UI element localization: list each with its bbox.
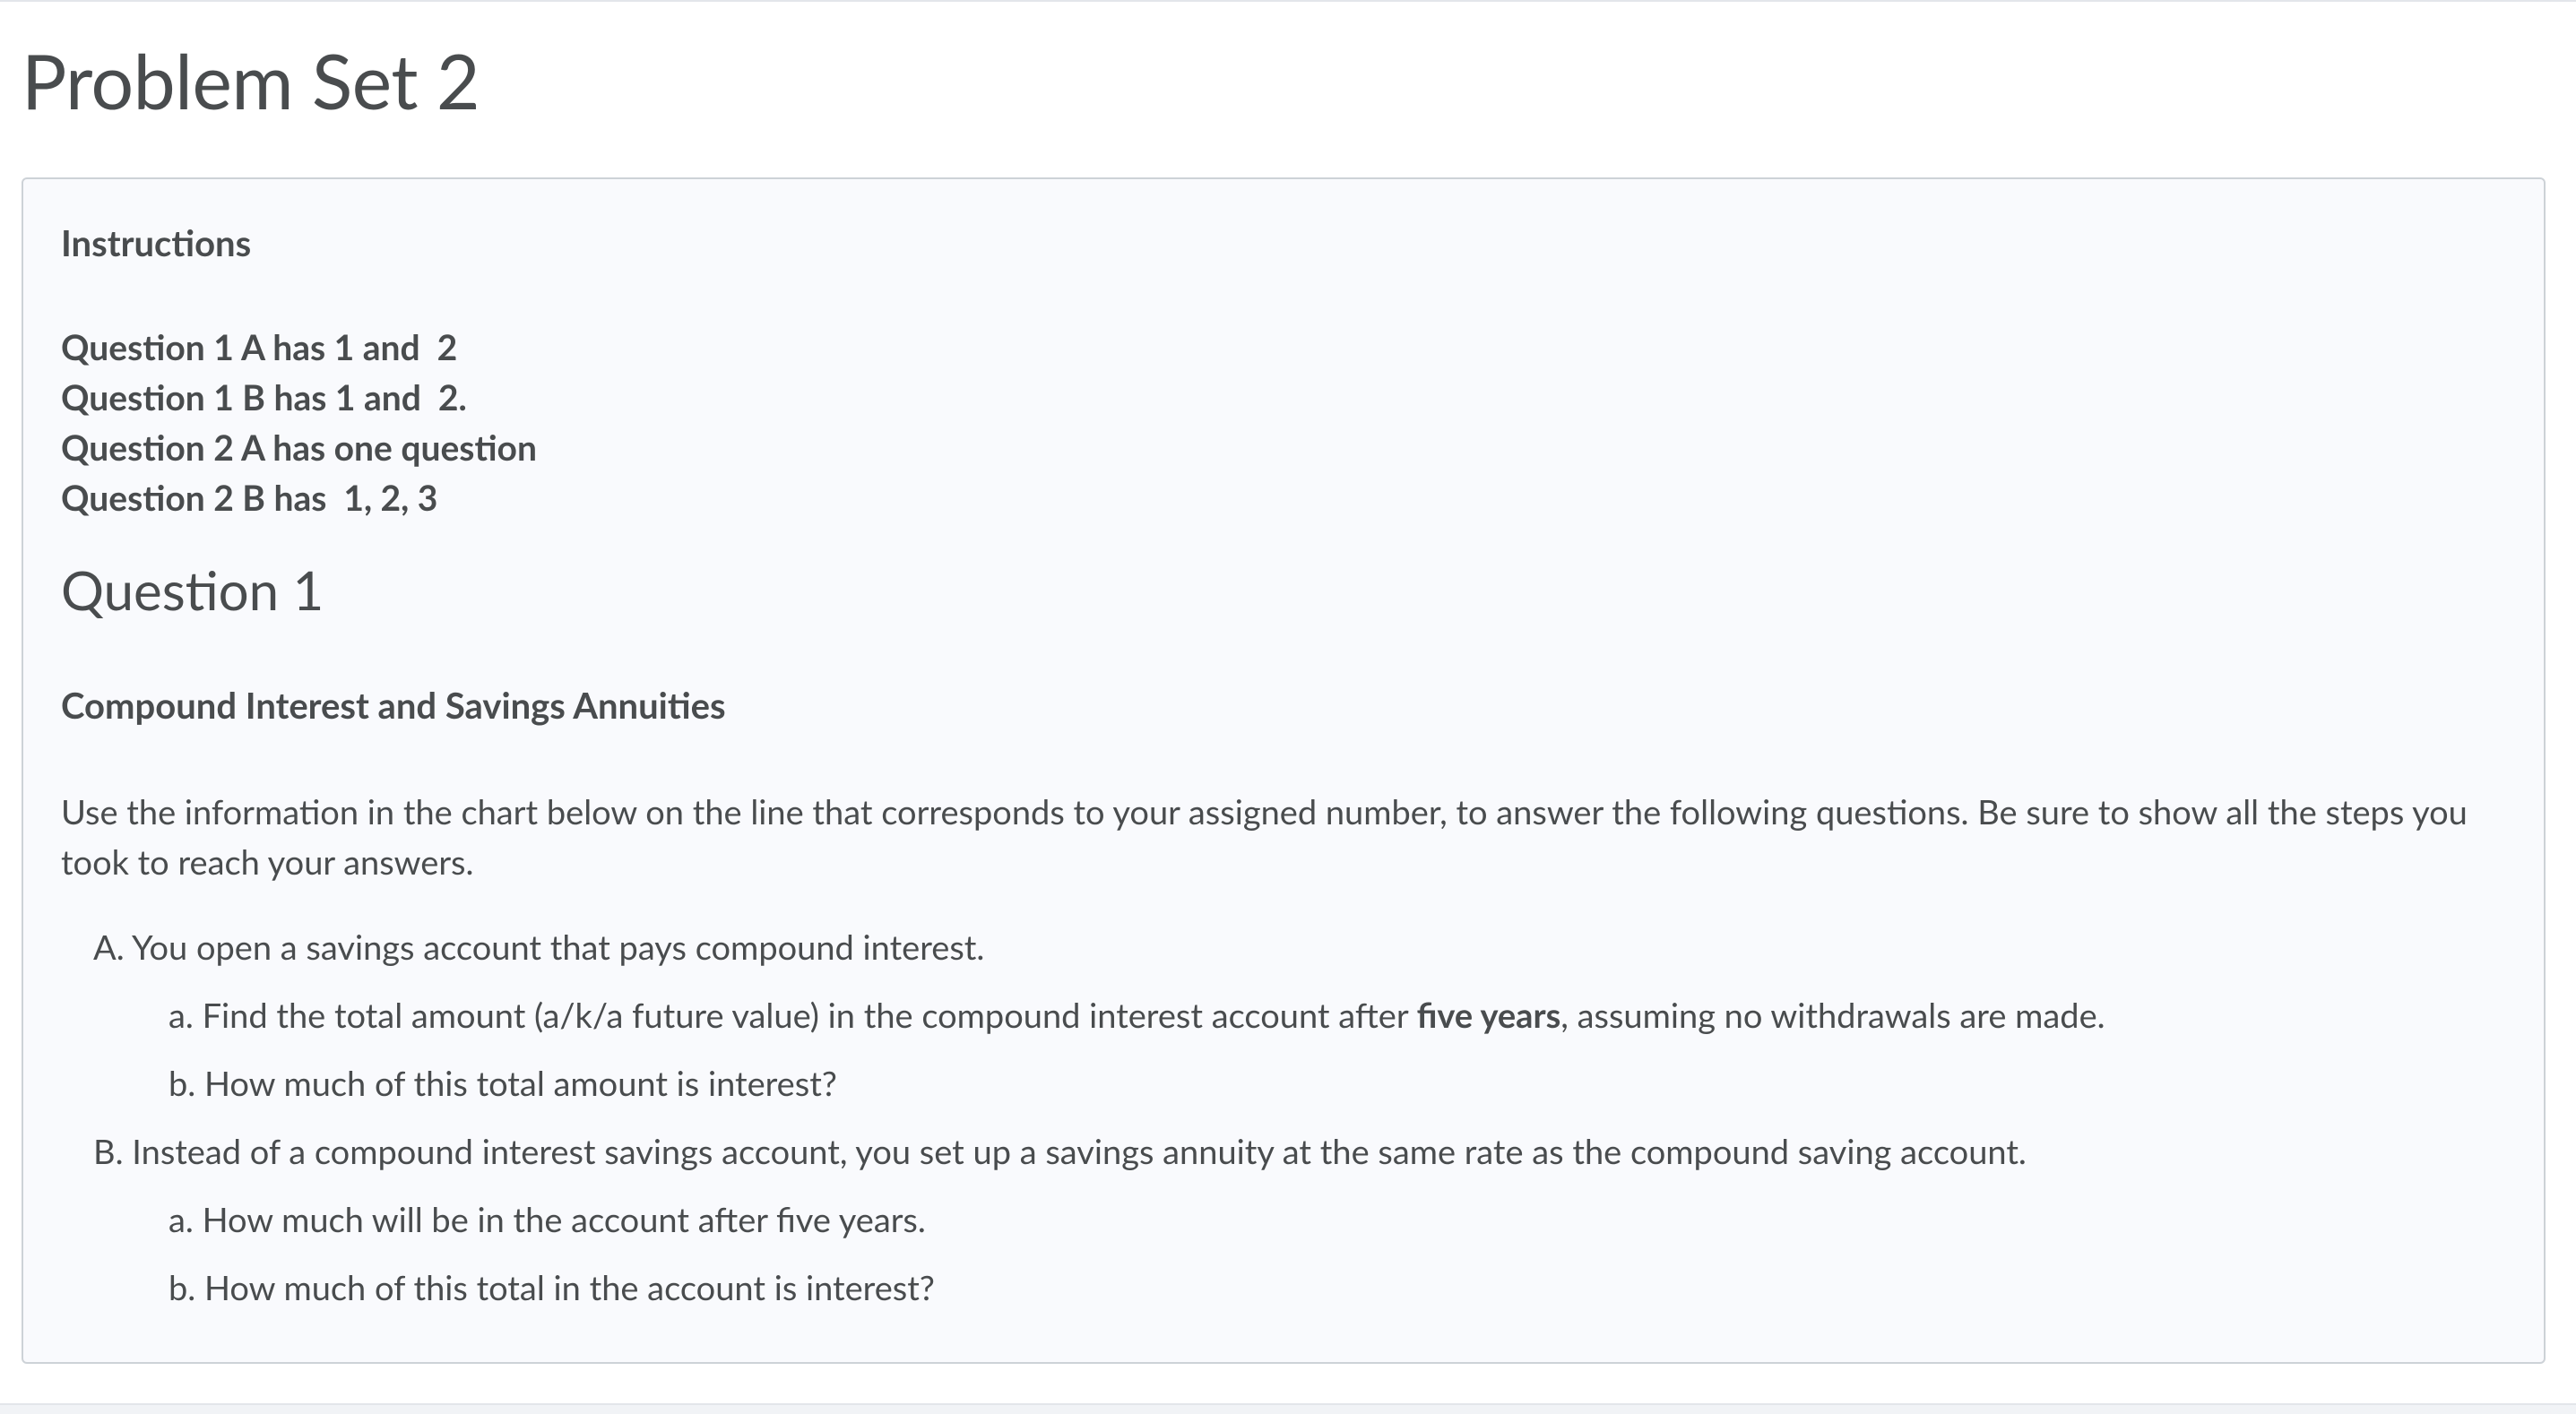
part-a-subitem-a-text: a. Find the total amount (a/k/a future value) in the compound interest account after	[169, 995, 1417, 1036]
part-a-subitem-b: b. How much of this total amount is interest?	[169, 1063, 837, 1104]
intro-paragraph: Use the information in the chart below on the line that corresponds to your assigned number, to answer the following questions. Be sure to show all the steps you took to reach your answers.	[61, 791, 2468, 883]
bottom-divider	[0, 1403, 2576, 1414]
part-b-subitem-b: b. How much of this total in the account is interest?	[169, 1267, 935, 1308]
instruction-line: Question 1 A has 1 and 2	[61, 327, 458, 368]
instructions-list	[61, 323, 537, 523]
instruction-line: Question 2 A has one question	[61, 427, 537, 469]
part-a-subitem-a-emphasis: five years	[1416, 995, 1561, 1036]
section-title: Compound Interest and Savings Annuities	[61, 684, 726, 727]
instruction-line: Question 2 B has 1, 2, 3	[61, 478, 438, 519]
question-1-heading: Question 1	[61, 557, 324, 622]
part-b-item: B. Instead of a compound interest savings account, you set up a savings annuity at the same rate as the compound saving account.	[93, 1131, 2027, 1172]
top-divider	[0, 0, 2576, 2]
page-title: Problem Set 2	[22, 35, 480, 125]
instruction-line: Question 1 B has 1 and 2.	[61, 377, 467, 418]
instructions-panel	[22, 177, 2546, 1364]
part-a-subitem-a	[169, 993, 2105, 1038]
part-a-subitem-a-suffix: , assuming no withdrawals are made.	[1560, 995, 2105, 1036]
instructions-heading: Instructions	[61, 221, 252, 264]
part-b-subitem-a: a. How much will be in the account after five years.	[169, 1199, 926, 1240]
part-a-item: A. You open a savings account that pays compound interest.	[93, 927, 985, 968]
